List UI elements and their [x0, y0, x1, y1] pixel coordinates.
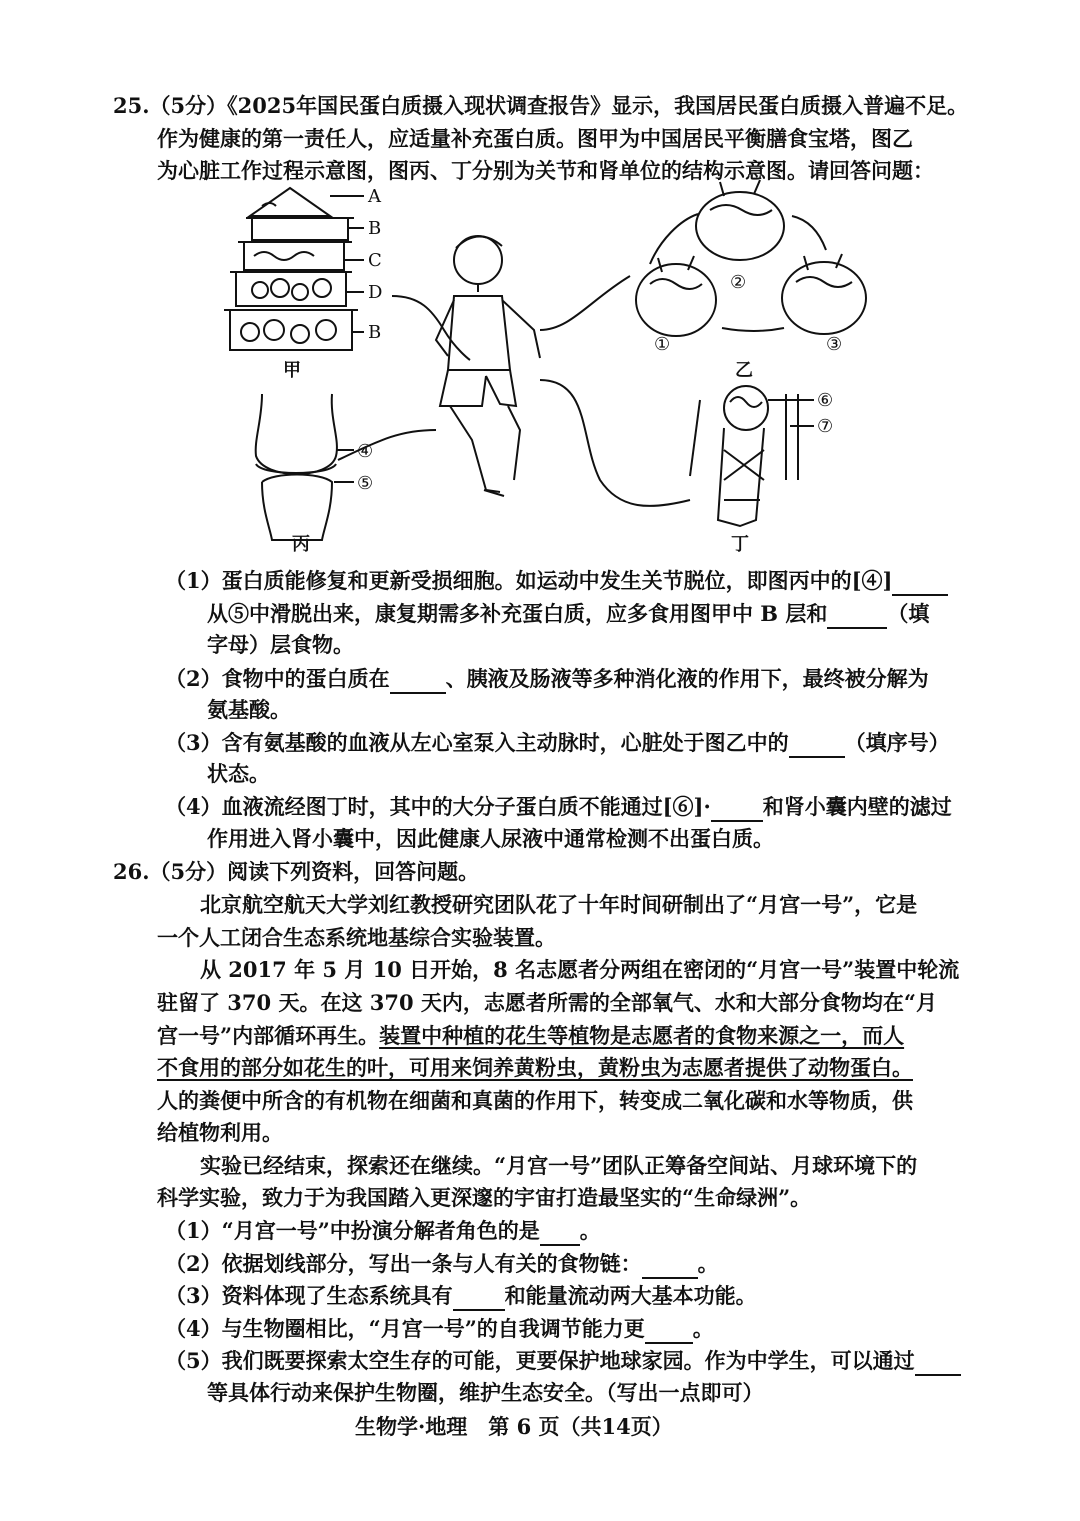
caption-jia: 甲 [283, 360, 301, 381]
q26-p3-line2: 科学实验，致力于为我国踏入更深邃的宇宙打造最坚实的“生命绿洲”。 [157, 1185, 812, 1210]
q26-p2-line5: 人的粪便中所含的有机物在细菌和真菌的作用下，转变成二氧化碳和水等物质，供 [157, 1088, 913, 1113]
q25-sub3-line2: 状态。 [207, 761, 270, 786]
heart-state-3: ③ [826, 334, 843, 355]
q26-sub5-line2: 等具体行动来保护生物圈，维护生态安全。（写出一点即可） [207, 1380, 764, 1405]
q26-p2-line2: 驻留了 370 天。在这 370 天内，志愿者所需的全部氧气、水和大部分食物均在“月 [157, 990, 937, 1015]
caption-ding: 丁 [731, 534, 749, 555]
answer-blank[interactable] [390, 670, 446, 694]
q25-sub2-text2: 、胰液及肠液等多种消化液的作用下，最终被分解为 [445, 666, 929, 691]
caption-bing: 丙 [292, 534, 310, 555]
q26-sub2-text: （2）依据划线部分，写出一条与人有关的食物链： [165, 1251, 642, 1276]
pyramid-label-d: D [368, 282, 383, 303]
answer-blank[interactable] [645, 1320, 693, 1344]
q26-p3-line1: 实验已经结束，探索还在继续。“月宫一号”团队正筹备空间站、月球环境下的 [200, 1153, 918, 1178]
heart-to-runner-curve [540, 276, 630, 330]
q25-sub2-line1 [165, 664, 929, 694]
heart-state-1: ① [654, 334, 671, 355]
joint-to-runner-curve [338, 430, 436, 460]
food-pyramid-diagram [224, 188, 364, 350]
q26-p2-line1: 从 2017 年 5 月 10 日开始，8 名志愿者分两组在密闭的“月宫一号”装置中轮流 [200, 957, 960, 982]
q26-p2-line6: 给植物利用。 [157, 1120, 283, 1145]
kidney-label-6: ⑥ [817, 390, 834, 411]
answer-blank[interactable] [453, 1287, 505, 1311]
pyramid-label-b-top: B [368, 218, 382, 239]
q26-sub1 [165, 1216, 601, 1246]
q25-sub4-line2: 作用进入肾小囊中，因此健康人尿液中通常检测不出蛋白质。 [207, 826, 774, 851]
q26-sub1-end: 。 [579, 1218, 601, 1243]
nephron-diagram [690, 386, 814, 526]
q26-sub1-text: （1）“月宫一号”中扮演分解者角色的是 [165, 1218, 540, 1243]
q26-sub4-text: （4）与生物圈相比，“月宫一号”的自我调节能力更 [165, 1316, 645, 1341]
q26-sub3 [165, 1281, 757, 1311]
q26-p2-text: 宫一号”内部循环再生。 [157, 1023, 380, 1048]
pyramid-label-c: C [368, 250, 382, 271]
runner-illustration [436, 236, 540, 496]
q26-underlined-text: 装置中种植的花生等植物是志愿者的食物来源之一，而人 [379, 1023, 905, 1048]
joint-label-4: ④ [357, 441, 374, 462]
q26-sub5-text: （5）我们既要探索太空生存的可能，更要保护地球家园。作为中学生，可以通过 [165, 1348, 915, 1373]
q26-sub5-line1 [165, 1346, 961, 1376]
joint-diagram [256, 394, 354, 540]
kidney-label-7: ⑦ [817, 416, 834, 437]
q26-p2-line3 [157, 1021, 904, 1051]
q26-sub4 [165, 1314, 714, 1344]
heart-cycle-diagram [636, 180, 866, 336]
q25-sub4-text: （4）血液流经图丁时，其中的大分子蛋白质不能通过[⑥]· [165, 794, 711, 819]
q26-sub4-end: 。 [692, 1316, 714, 1341]
pyramid-label-b-bottom: B [368, 322, 382, 343]
q25-sub4-line1 [165, 792, 952, 822]
q25-sub1-text3: （填 [887, 601, 930, 626]
q25-sub1-line1 [165, 566, 948, 596]
q26-p2-line4-underlined: 不食用的部分如花生的叶，可用来饲养黄粉虫，黄粉虫为志愿者提供了动物蛋白。 [157, 1055, 913, 1080]
q25-sub3-text: （3）含有氨基酸的血液从左心室泵入主动脉时，心脏处于图乙中的 [165, 730, 789, 755]
heart-state-2: ② [730, 272, 747, 293]
answer-blank[interactable] [827, 605, 887, 629]
page-footer: 生物学·地理 第 6 页（共14页） [355, 1414, 673, 1439]
q26-sub2 [165, 1249, 719, 1279]
q26-header: 26.（5分）阅读下列资料，回答问题。 [113, 859, 480, 884]
q25-figure [0, 180, 1080, 560]
q25-sub3-text2: （填序号） [844, 730, 950, 755]
q25-sub1-line3: 字母）层食物。 [207, 632, 354, 657]
answer-blank[interactable] [642, 1255, 698, 1279]
q26-p1-line2: 一个人工闭合生态系统地基综合实验装置。 [157, 925, 556, 950]
q25-sub4-text2: 和肾小囊内壁的滤过 [762, 794, 952, 819]
pyramid-to-runner-curve [392, 296, 470, 360]
q26-sub2-end: 。 [697, 1251, 719, 1276]
kidney-to-runner-curve [540, 380, 690, 506]
q25-intro-line2: 作为健康的第一责任人，应适量补充蛋白质。图甲为中国居民平衡膳食宝塔，图乙 [157, 126, 913, 151]
answer-blank[interactable] [892, 572, 948, 596]
q25-sub1-text2: 从⑤中滑脱出来，康复期需多补充蛋白质，应多食用图甲中 B 层和 [207, 601, 828, 626]
joint-label-5: ⑤ [357, 473, 374, 494]
answer-blank[interactable] [540, 1222, 580, 1246]
q25-sub3-line1 [165, 728, 950, 758]
q25-sub1-text: （1）蛋白质能修复和更新受损细胞。如运动中发生关节脱位，即图丙中的[④] [165, 568, 893, 593]
q25-sub1-line2 [207, 599, 929, 629]
caption-yi: 乙 [735, 360, 753, 381]
pyramid-label-a: A [368, 186, 381, 207]
q26-p1-line1: 北京航空航天大学刘红教授研究团队花了十年时间研制出了“月宫一号”，它是 [200, 892, 918, 917]
q26-sub3-text2: 和能量流动两大基本功能。 [504, 1283, 757, 1308]
answer-blank[interactable] [711, 798, 763, 822]
answer-blank[interactable] [789, 734, 845, 758]
q25-sub2-text: （2）食物中的蛋白质在 [165, 666, 390, 691]
q26-sub3-text: （3）资料体现了生态系统具有 [165, 1283, 453, 1308]
q25-intro-line3: 为心脏工作过程示意图，图丙、丁分别为关节和肾单位的结构示意图。请回答问题： [157, 158, 934, 183]
q25-header: 25.（5分）《2025年国民蛋白质摄入现状调查报告》显示，我国居民蛋白质摄入普遍不足。 [113, 93, 969, 118]
q25-sub2-line2: 氨基酸。 [207, 697, 291, 722]
answer-blank[interactable] [915, 1352, 961, 1376]
